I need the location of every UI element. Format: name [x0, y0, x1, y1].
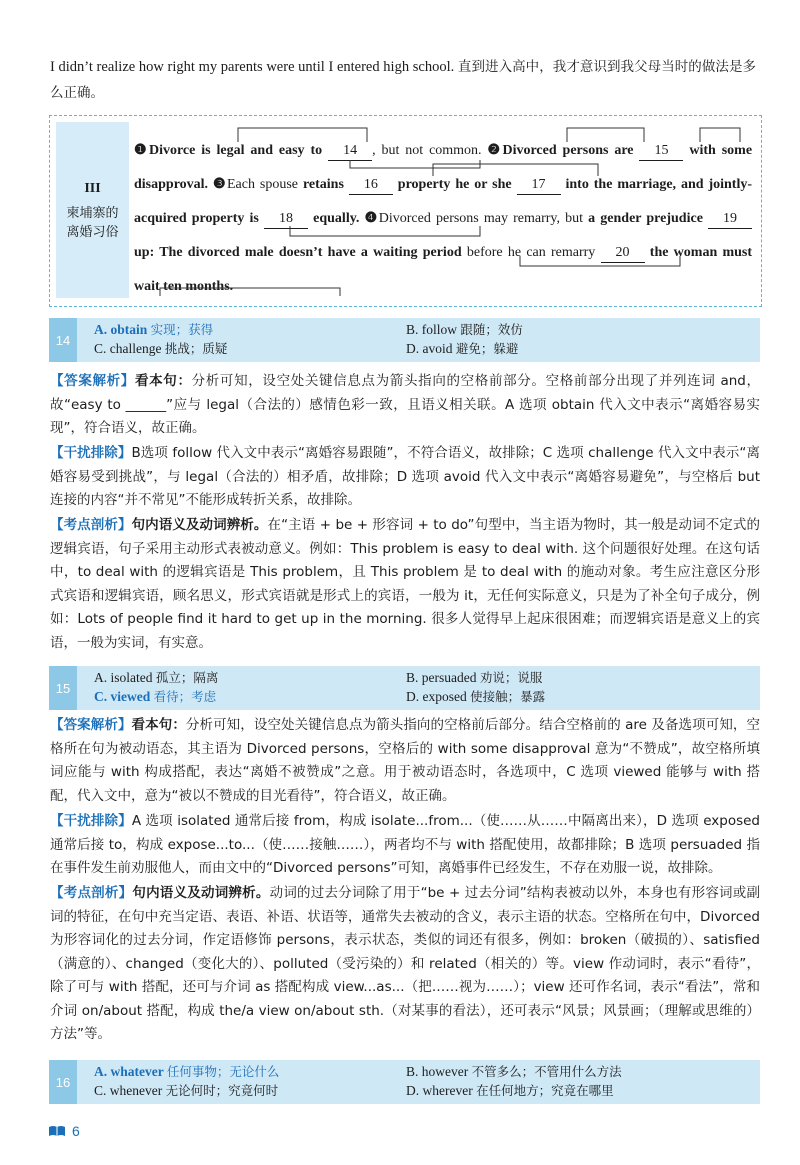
page-number: 6 [72, 1123, 80, 1139]
keypoint-lead: 句内语义及动词辨析。 [132, 885, 270, 901]
option-c-en: C. viewed [94, 689, 151, 704]
answer-lead: 看本句： [131, 717, 186, 733]
sentence-number-4: ❹ [364, 211, 379, 226]
option-c-zh: 看待；考虑 [153, 689, 217, 704]
sentence-4b: a gender prejudice [588, 211, 703, 226]
sentence-4c: up: The divorced male doesn’t have a waiting period [134, 245, 462, 260]
blank-16[interactable]: 16 [349, 176, 393, 195]
distractor-text: B选项 follow 代入文中表示“离婚容易跟随”，不符合语义，故排除；C 选项 challenge 代入文中表示“离婚容易受到挑战”，与 legal（合法的）相矛盾，故排除；D 选项 avoid 代入文中表示“离婚容易避免”，与空格后 but 连接的内容“并不常见”不能形成转折关系，故排除。 [50, 445, 761, 508]
sentence-1b: , but not common. [372, 143, 482, 158]
blank-20[interactable]: 20 [601, 244, 645, 263]
sentence-number-2: ❷ [487, 143, 503, 158]
option-d-zh: 使接触；暴露 [470, 689, 546, 704]
option-b-en: B. however [406, 1064, 469, 1079]
distractor-text: A 选项 isolated 通常后接 from，构成 isolate...from...（使……从……中隔离出来），D 选项 exposed 通常后接 to，构成 expose...to...（使……接触……），两者均不与 with 搭配使用，故都排除；B 选项 persuaded 指在事件发生前劝服他人，而由文中的“Divorced persons”可知，离婚事件已经发生，不存在劝服一说，故排除。 [50, 813, 760, 876]
option-a-zh: 任何事物；无论什么 [166, 1064, 280, 1079]
option-a[interactable] [94, 669, 218, 687]
option-a-zh: 实现；获得 [150, 322, 214, 337]
option-c-en: C. whenever [94, 1083, 163, 1098]
option-a-en: A. obtain [94, 322, 148, 337]
sentence-3c: property he or she [397, 177, 512, 192]
keypoint-tag: 【考点剖析】 [50, 885, 133, 901]
option-a-en: A. isolated [94, 670, 153, 685]
sentence-4d: before he can remarry [466, 245, 596, 260]
sentence-number-3: ❸ [212, 177, 227, 192]
option-b[interactable] [406, 669, 542, 687]
option-d-en: D. avoid [406, 341, 453, 356]
option-d-zh: 避免；躲避 [455, 341, 519, 356]
options-bar-16 [49, 1060, 760, 1104]
distractor-tag: 【干扰排除】 [50, 813, 132, 829]
analysis-15-answer [50, 714, 760, 808]
option-c-zh: 挑战；质疑 [164, 341, 228, 356]
passage-text [134, 134, 752, 304]
book-icon [48, 1124, 66, 1138]
question-number: 16 [49, 1060, 77, 1104]
sentence-2b: with some disapproval. [134, 143, 753, 192]
option-d-en: D. exposed [406, 689, 467, 704]
distractor-tag: 【干扰排除】 [50, 445, 132, 461]
keypoint-lead: 句内语义及动词辨析。 [131, 517, 268, 533]
option-c-en: C. challenge [94, 341, 162, 356]
intro-paragraph [50, 54, 756, 106]
keypoint-text: 在“主语 + be + 形容词 + to do”句型中，当主语为物时，其一般是动词不定式的逻辑宾语，句子采用主动形式表被动意义。例如：This problem is easy to deal with. 这个问题很好处理。在这句话中，to deal with 的逻辑宾语是 This problem，且 This problem 是 to deal with 的施动对象。考生应注意区分形式宾语和逻辑宾语，顾名思义，形式宾语就是形式上的宾语，一般为 it，无任何实际意义，只是为了补全句子成分，例如：Lots of people find it hard to get up in the morning. 很多人觉得早上起床很困难；而逻辑宾语是意义上的宾语，一般为实词，有实意。 [50, 517, 760, 651]
option-c-zh: 无论何时；究竟何时 [165, 1083, 279, 1098]
page-footer [48, 1123, 80, 1139]
option-c[interactable] [94, 340, 227, 358]
answer-text: 分析可知，设空处关键信息点为箭头指向的空格前部分。空格前部分出现了并列连词 and，故“easy to ______”应与 legal（合法的）感情色彩一致，且语义相关联。A 选项 obtain 代入文中表示“离婚容易实现”，符合语义，故正确。 [50, 373, 761, 436]
option-b-zh: 跟随；效仿 [460, 322, 523, 337]
sentence-2a: Divorced persons are [502, 143, 634, 158]
passage-label [56, 122, 129, 298]
option-a[interactable] [94, 1063, 279, 1081]
analysis-15-distractor [50, 810, 760, 881]
option-b[interactable] [406, 1063, 622, 1081]
option-b-en: B. follow [406, 322, 458, 337]
sentence-1a: Divorce is legal and easy to [148, 143, 323, 158]
option-d[interactable] [406, 340, 518, 358]
option-d[interactable] [406, 688, 545, 706]
keypoint-text: 动词的过去分词除了用于“be + 过去分词”结构表被动以外，本身也有形容词或副词的特征，在句中充当定语、表语、补语、状语等，通常失去被动的含义，表示主语的状态。空格所在句中，Divorced 为形容词化的过去分词，作定语修饰 persons，表示状态，类似的词还有很多，例如：broken（破损的）、satisfied（满意的）、changed（变化大的）、polluted（受污染的）和 related（相关的）等。view 作动词时，表示“看待”，除了可与 with 搭配，还可与介词 as 搭配构成 view...as...（把……视为……）；view 还可作名词，表示“看法”，常和介词 on/about 搭配，构成 the/a view on/about sth.（对某事的看法），还可表示“风景；风景画；（理解或思维的）方法”等。 [50, 885, 761, 1042]
answer-tag: 【答案解析】 [50, 373, 135, 389]
blank-18[interactable]: 18 [264, 210, 308, 229]
intro-english: I didn’t realize how right my parents were until I entered high school. [50, 59, 455, 75]
option-b-zh: 不管多么；不管用什么方法 [471, 1064, 622, 1079]
sentence-3a: Each spouse [226, 177, 298, 192]
blank-14[interactable]: 14 [328, 142, 372, 161]
answer-text: 分析可知，设空处关键信息点为箭头指向的空格前后部分。结合空格前的 are 及备选项可知，空格所在句为被动语态，其主语为 Divorced persons，空格后的 with some disapproval 意为“不赞成”，故空格所填词应能与 with 构成搭配，表达“离婚不被赞成”之意。用于被动语态时，各选项中，C 选项 viewed 能够与 with 搭配，代入文中，意为“被以不赞成的目光看待”，符合语义，故正确。 [50, 717, 761, 804]
analysis-15-keypoint [50, 882, 760, 1047]
answer-lead: 看本句： [134, 373, 192, 389]
question-number: 15 [49, 666, 77, 710]
blank-19[interactable]: 19 [708, 210, 752, 229]
option-c[interactable] [94, 688, 216, 706]
option-d-en: D. wherever [406, 1083, 473, 1098]
passage-box [49, 115, 762, 307]
option-a-en: A. whatever [94, 1064, 164, 1079]
blank-17[interactable]: 17 [517, 176, 561, 195]
sentence-4e: the woman must wait ten months. [134, 245, 753, 294]
option-d-zh: 在任何地方；究竟在哪里 [476, 1083, 614, 1098]
analysis-14-keypoint [50, 514, 760, 655]
intro-chinese: 直到进入高中，我才意识到我父母当时的做法是多么正确。 [50, 59, 757, 101]
option-a[interactable] [94, 321, 213, 339]
keypoint-tag: 【考点剖析】 [50, 517, 132, 533]
option-a-zh: 孤立；隔离 [155, 670, 219, 685]
options-bar-14 [49, 318, 760, 362]
sentence-3b: retains [302, 177, 344, 192]
passage-title: 柬埔寨的离婚习俗 [66, 205, 119, 240]
options-bar-15 [49, 666, 760, 710]
question-number: 14 [49, 318, 77, 362]
sentence-number-1: ❶ [134, 143, 149, 158]
option-b-en: B. persuaded [406, 670, 477, 685]
option-c[interactable] [94, 1082, 278, 1100]
option-b-zh: 劝说；说服 [479, 670, 543, 685]
option-d[interactable] [406, 1082, 614, 1100]
sentence-3e: equally. [313, 211, 360, 226]
analysis-14-distractor [50, 442, 760, 513]
answer-tag: 【答案解析】 [50, 717, 132, 733]
sentence-3d: into the marriage, and jointly-acquired property is [134, 177, 753, 226]
passage-roman-numeral: III [84, 180, 101, 196]
sentence-4a: Divorced persons may remarry, but [378, 211, 584, 226]
blank-15[interactable]: 15 [639, 142, 683, 161]
option-b[interactable] [406, 321, 523, 339]
analysis-14-answer [50, 370, 760, 441]
